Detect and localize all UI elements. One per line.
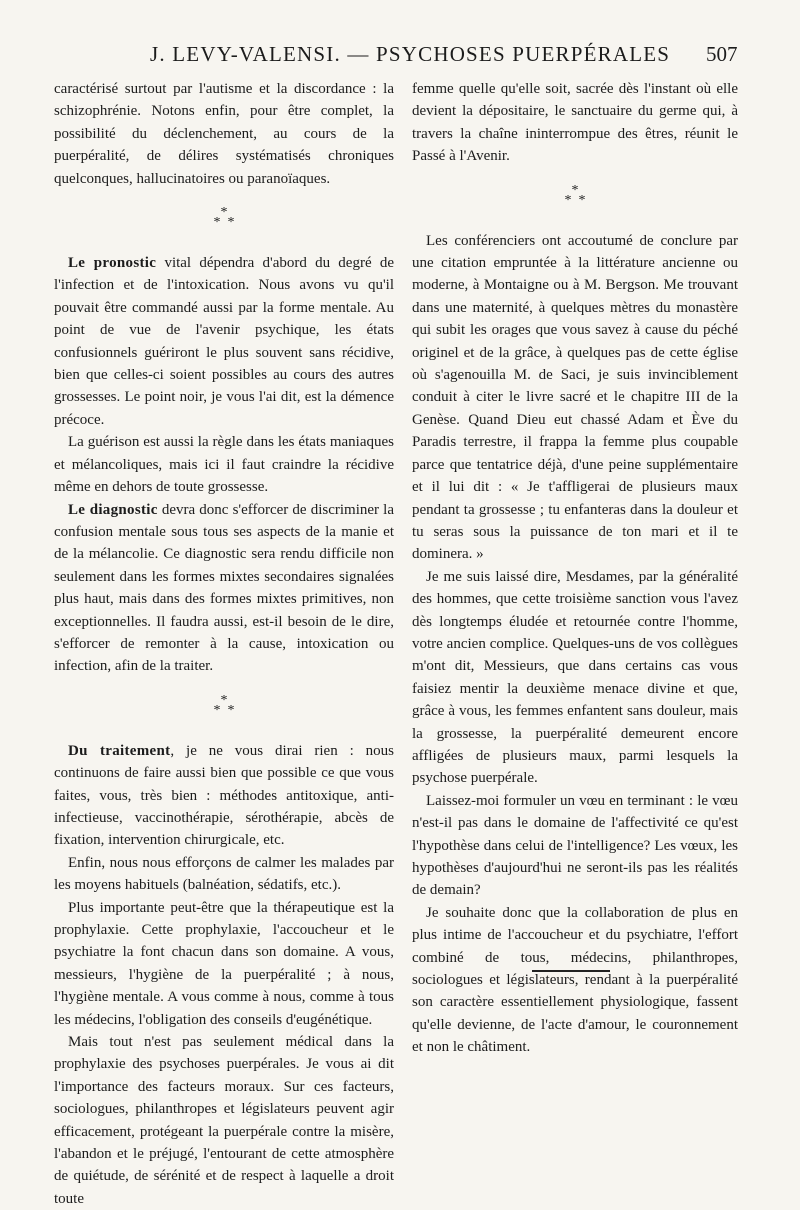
paragraph: Enfin, nous nous efforçons de calmer les malades par les moyens habituels (balnéation, sédatifs, etc.). bbox=[54, 854, 394, 894]
paragraph-text: , je ne vous dirai rien : nous continuons de faire aussi bien que possible ce que vous faites, vous, très bien : méthodes antitoxique, anti-infectieuse, vaccinothérapie, sérothérapie, abcès de fixation, intervention chirurgicale, etc. bbox=[54, 742, 394, 849]
paragraph-pronostic bbox=[54, 252, 394, 431]
separator-star: * bbox=[213, 215, 221, 231]
separator-star: * bbox=[578, 192, 586, 208]
paragraph: Plus importante peut-être que la thérapeutique est la prophylaxie. Cette prophylaxie, l'accoucheur et le psychiatre la font chacun dans son domaine. A vous, messieurs, l'hygiène de la puerpéralité ; à nous, l'hygiène mentale. A vous comme à nous, comme à tous les médecins, l'obligation des conseils d'eugénétique. bbox=[54, 899, 394, 1028]
separator-star: * bbox=[227, 215, 235, 231]
separator-star: * bbox=[227, 702, 235, 718]
paragraph-traitement bbox=[54, 740, 394, 852]
section-separator bbox=[54, 204, 394, 234]
running-title: J. LEVY-VALENSI. — PSYCHOSES PUERPÉRALES bbox=[150, 42, 671, 66]
section-term: Le pronostic bbox=[68, 255, 157, 272]
separator-star: * bbox=[213, 702, 221, 718]
end-rule bbox=[532, 970, 610, 972]
separator-star: * bbox=[564, 192, 572, 208]
paragraph: Les conférenciers ont accoutumé de conclure par une citation empruntée à la littérature ancienne ou moderne, à Montaigne ou à M. Bergson. Me trouvant dans une maternité, à quelques mètres du monastère qui subit les orages que vous savez à cause du péché originel et de la grâce, à quelques pas de cette église où s'agenouilla M. de Saci, je suis invinciblement conduit à citer le livre sacré et le chapitre III de la Genèse. Quand Dieu eut chassé Adam et Ève du Paradis terrestre, il frappa la femme plus coupable parce que tentatrice déjà, d'une peine supplémentaire et il lui dit : « Je t'affligerai de plusieurs maux pendant ta grossesse ; tu enfanteras dans la douleur et tu seras sous la puissance de ton mari et il te dominera. » bbox=[412, 232, 738, 563]
section-term: Le diagnostic bbox=[68, 501, 158, 518]
separator-star: * bbox=[571, 182, 579, 198]
section-separator bbox=[412, 182, 738, 212]
paragraph: caractérisé surtout par l'autisme et la discordance : la schizophrénie. Notons enfin, pour être complet, la possibilité du déclenchement, au cours de la puerpéralité, de délires systématisés chroniques quelconques, hallucinatoires ou paranoïaques. bbox=[54, 81, 394, 187]
paragraph-text: vital dépendra d'abord du degré de l'infection et de l'intoxication. Nous avons vu qu'il pouvait être commandé aussi par la forme mentale. Au point de vue de l'avenir psychique, les états confusionnels guériront le plus souvent sans récidive, bien que celles-ci soient possibles au cours des autres grossesses. Le point noir, je vous l'ai dit, est la démence précoce. bbox=[54, 255, 394, 428]
left-column bbox=[54, 78, 394, 1210]
paragraph: Laissez-moi formuler un vœu en terminant : le vœu n'est-il pas dans le domaine de l'affectivité ce qu'est l'hypothèse dans celui de l'intelligence? Les vœux, les hypothèses d'aujourd'hui ne seront-ils pas les réalités de demain? bbox=[412, 792, 738, 899]
separator-star: * bbox=[220, 692, 228, 708]
running-header bbox=[0, 42, 800, 72]
right-column bbox=[412, 78, 738, 1059]
paragraph: femme quelle qu'elle soit, sacrée dès l'instant où elle devient la dépositaire, le sanctuaire du germe qui, à travers la chaîne ininterrompue des êtres, réunit le Passé à l'Avenir. bbox=[412, 81, 738, 165]
separator-star: * bbox=[220, 205, 228, 221]
paragraph-text: devra donc s'efforcer de discriminer la confusion mentale sous tous ses aspects de la manie et de la mélancolie. Ce diagnostic sera rendu difficile non seulement dans les formes mixtes secondaires signalées plus haut, mais dans des formes mixtes primitives, non exceptionnelles. Il faudra aussi, est-il besoin de le dire, s'efforcer de remonter à la cause, intoxication ou infection, afin de la traiter. bbox=[54, 501, 394, 675]
section-separator bbox=[54, 692, 394, 722]
paragraph: Je me suis laissé dire, Mesdames, par la généralité des hommes, que cette troisième sanction vous l'avez dès longtemps éludée et retournée contre l'homme, votre ancien complice. Quelques-uns de vos collègues m'ont dit, Messieurs, que dans certains cas vous faisiez mentir la deuxième menace divine et que, grâce à vous, les femmes enfantent sans douleur, mais la grossesse, la puerpéralité demeurent encore affligées de plusieurs maux, parmi lesquels la psychose puerpérale. bbox=[412, 568, 738, 787]
paragraph: Mais tout n'est pas seulement médical dans la prophylaxie des psychoses puerpérales. Je vous ai dit l'importance des facteurs moraux. Sur ces facteurs, sociologues, philanthropes et législateurs peuvent agir efficacement, protégeant la puerpérale contre la misère, l'abandon et le préjugé, l'entourant de cette atmosphère de quiétude, de sérénité et de respect à laquelle a droit toute bbox=[54, 1034, 394, 1207]
paragraph: Je souhaite donc que la collaboration de plus en plus intime de l'accoucheur et du psychiatre, l'effort combiné de tous, médecins, philanthropes, sociologues et législateurs, rendant à la puerpéralité son caractère essentiellement physiologique, fassent qu'elle devienne, de l'acte d'amour, le couronnement et non le châtiment. bbox=[412, 904, 738, 1056]
section-term: Du traitement bbox=[68, 742, 171, 759]
paragraph: La guérison est aussi la règle dans les états maniaques et mélancoliques, mais ici il faut craindre la récidive même en dehors de toute grossesse. bbox=[54, 434, 394, 496]
page-number: 507 bbox=[706, 42, 738, 66]
paragraph-diagnostic bbox=[54, 499, 394, 678]
